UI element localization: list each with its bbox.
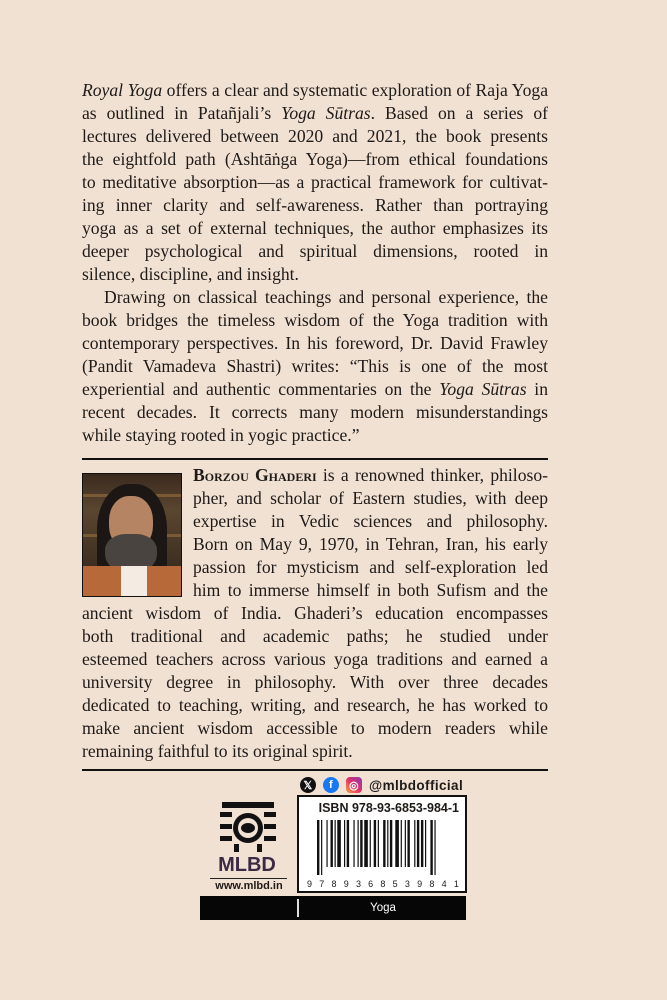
barcode-digit: 9 [343,879,349,889]
barcode-bar [414,820,415,867]
text-line [82,378,548,401]
text-line [82,194,548,217]
text-segment: make ancient wisdom accessible to modern readers while [82,718,548,738]
social-handle[interactable]: @mlbdofficial [369,777,464,793]
text-segment: Yoga Sūtras [439,379,527,399]
text-line [82,125,548,148]
barcode-bar [407,820,409,867]
barcode-bar [425,820,426,867]
barcode-bar [335,820,336,867]
text-segment: ancient wisdom of India. Ghaderi’s education encompasses [82,603,548,623]
text-line [82,148,548,171]
text-line [82,217,548,240]
text-segment: Drawing on classical teachings and personal experience, the [104,287,548,307]
text-line [82,240,548,263]
text-segment: as outlined in Patañjali’s [82,103,282,123]
social-row [300,776,463,794]
text-segment: experiential and authentic commentaries on the [82,379,440,399]
barcode-bar [353,820,354,867]
barcode-bar [374,820,376,867]
text-line [82,355,548,378]
x-icon[interactable]: 𝕏 [300,777,316,793]
divider [297,899,299,917]
barcode-digit: 3 [355,879,361,889]
barcode-bar [347,820,349,867]
text-segment: in [526,379,548,399]
text-line [82,625,548,648]
facebook-icon[interactable]: f [323,777,339,793]
text-line [82,717,548,740]
publisher-logo [220,800,276,852]
text-segment: . Based on a series of [370,103,548,123]
text-segment: deeper psychological and spiritual dimensions, rooted in [82,241,548,261]
text-line [193,510,548,533]
barcode-digits [307,879,459,889]
text-segment: ing inner clarity and self-awareness. Rather than portraying [82,195,548,215]
text-segment: esteemed teachers across various yoga traditions and earned a [82,649,548,669]
divider [210,878,287,879]
barcode-bar [395,820,399,867]
barcode-digit: 6 [368,879,374,889]
text-segment: while staying rooted in yogic practice.” [82,425,360,445]
barcode-digit: 3 [404,879,410,889]
text-line [82,171,548,194]
text-line [193,464,548,487]
text-line [82,263,548,286]
barcode-bar [321,820,322,875]
text-segment: recent decades. It corrects many modern misunderstandings [82,402,548,422]
barcode-digit: 9 [307,879,313,889]
text-line [82,740,548,763]
text-segment: Born on May 9, 1970, in Tehran, Iran, his early [193,534,548,554]
text-segment: lectures delivered between 2020 and 2021, the book presents [82,126,548,146]
barcode-digit: 4 [441,879,447,889]
text-segment: Yoga Sūtras [281,103,371,123]
text-segment: expertise in Vedic sciences and philosophy. [193,511,548,531]
barcode-bar [430,820,432,875]
text-segment: both traditional and academic paths; he studied under [82,626,548,646]
category-bar [200,896,466,920]
text-segment: is a renowned thinker, philoso- [316,465,548,485]
text-segment: pher, and scholar of Eastern studies, with deep [193,488,548,508]
barcode-bar [390,820,392,867]
text-segment: university degree in philosophy. With over three decades [82,672,548,692]
text-line [193,533,548,556]
category-label: Yoga [370,902,396,914]
barcode-bar [317,820,319,875]
barcode-digit: 1 [453,879,459,889]
publisher-website[interactable]: www.mlbd.in [215,880,283,892]
author-name: Borzou Ghaderi [193,465,317,485]
barcode-bar [364,820,368,867]
text-line [82,648,548,671]
barcode-bar [434,820,435,875]
text-segment: him to immerse himself in both Sufism and the [193,580,548,600]
barcode-bar [337,820,341,867]
text-segment: the eightfold path (Ashtāṅga Yoga)—from ethical foundations [82,149,548,169]
author-bio [82,464,548,763]
barcode-bar [326,820,327,867]
barcode [317,820,457,875]
text-segment: passion for mysticism and self-exploration led [193,557,548,577]
text-segment: remaining faithful to its original spirit. [82,741,353,761]
text-line [82,401,548,424]
divider [82,458,548,460]
barcode-bar [331,820,333,867]
text-segment: yoga as a set of external techniques, the author emphasizes its [82,218,548,238]
barcode-bar [370,820,371,867]
barcode-bar [417,820,419,867]
text-segment: (Pandit Vamadeva Shastri) writes: “This is one of the most [82,356,548,376]
barcode-bar [405,820,406,867]
divider [82,769,548,771]
text-line [193,579,548,602]
barcode-bar [383,820,385,867]
barcode-digit: 5 [392,879,398,889]
barcode-box [297,795,467,893]
text-line [82,602,548,625]
text-segment: offers a clear and systematic exploration of Raja Yoga [162,80,549,100]
barcode-digit: 8 [429,879,435,889]
text-line [82,671,548,694]
text-line [82,102,548,125]
instagram-icon[interactable]: ◎ [346,777,362,793]
isbn-label: ISBN 978-93-6853-984-1 [318,801,459,815]
text-line [82,332,548,355]
barcode-bar [401,820,402,867]
text-segment: book bridges the timeless wisdom of the Yoga tradition with [82,310,548,330]
text-segment: Royal Yoga [82,80,163,100]
barcode-digit: 9 [417,879,423,889]
book-description [82,79,548,447]
text-segment: to meditative absorption—as a practical framework for cultivat- [82,172,548,192]
barcode-bar [360,820,362,867]
text-line [82,694,548,717]
barcode-digit: 7 [319,879,325,889]
text-segment: silence, discipline, and insight. [82,264,299,284]
barcode-bar [421,820,423,867]
barcode-bar [378,820,379,867]
text-line [82,309,548,332]
text-line [82,424,548,447]
barcode-digit: 8 [380,879,386,889]
barcode-digit: 8 [331,879,337,889]
text-line [193,487,548,510]
publisher-name: MLBD [218,854,276,876]
text-line [82,286,548,309]
text-line [82,79,548,102]
text-line [193,556,548,579]
barcode-bar [344,820,345,867]
barcode-bar [358,820,359,867]
text-segment: dedicated to teaching, writing, and research, he has worked to [82,695,548,715]
text-segment: contemporary perspectives. In his foreword, Dr. David Frawley [82,333,548,353]
barcode-bar [387,820,388,867]
